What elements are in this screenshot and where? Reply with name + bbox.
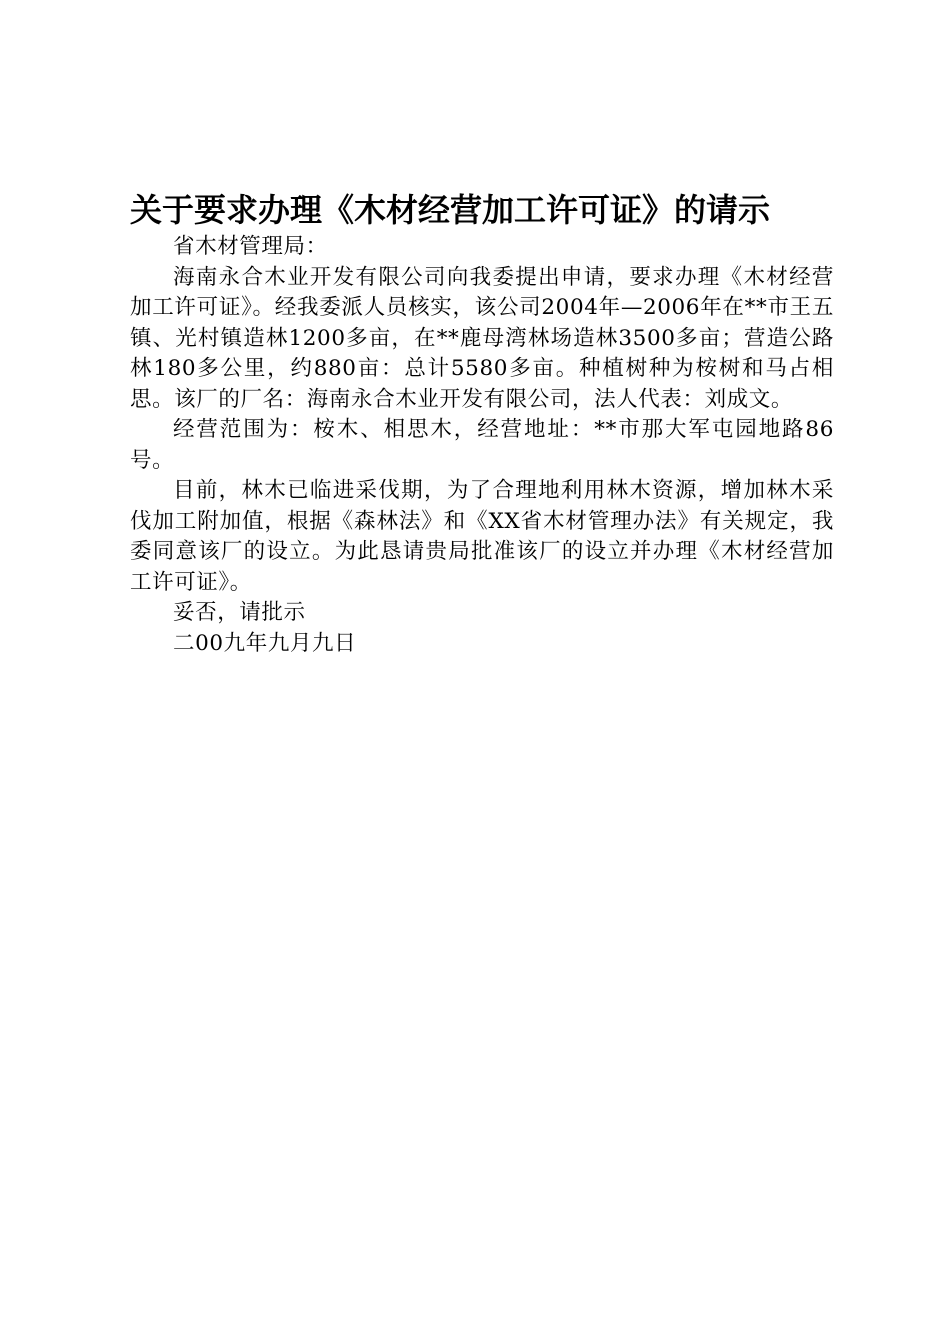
addressee: 省木材管理局：	[173, 234, 328, 259]
document-date: 二00九年九月九日	[173, 630, 357, 656]
paragraph-application: 海南永合木业开发有限公司向我委提出申请，要求办理《木材经营加工许可证》。经我委派人员核实，该公司2004年—2006年在**市王五镇、光村镇造林1200多亩，在**鹿母湾林场造林3500多亩；营造公路林180多公里，约880亩：总计5580多亩。种植树种为桉树和马占相思。该厂的厂名：海南永合木业开发有限公司，法人代表：刘成文。	[130, 264, 834, 412]
closing-line: 妥否，请批示	[173, 600, 306, 625]
document-title: 关于要求办理《木材经营加工许可证》的请示	[130, 191, 771, 229]
document-body	[130, 188, 834, 659]
paragraph-request: 目前，林木已临进采伐期，为了合理地利用林木资源，增加林木采伐加工附加值，根据《森林法》和《XX省木材管理办法》有关规定，我委同意该厂的设立。为此恳请贵局批准该厂的设立并办理《木材经营加工许可证》。	[130, 478, 834, 595]
paragraph-business-scope: 经营范围为：桉木、相思木，经营地址：**市那大军屯园地路86号。	[130, 417, 834, 473]
